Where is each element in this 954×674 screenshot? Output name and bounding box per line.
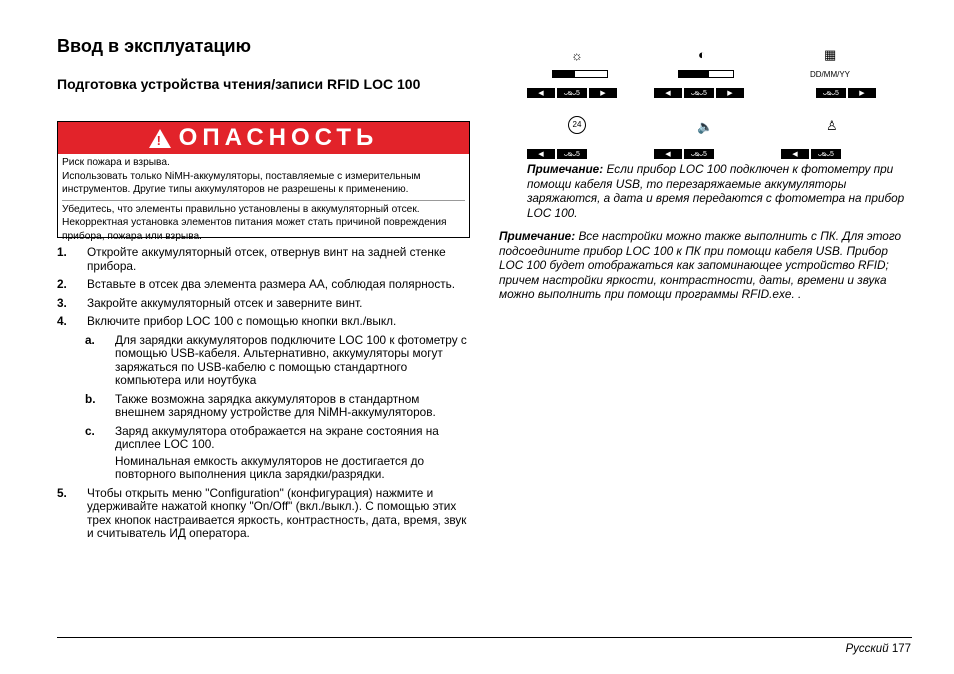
button-row (781, 149, 841, 159)
right-arrow-icon: ▶ (848, 88, 876, 98)
button-row (527, 88, 617, 98)
warning-icon: ! (149, 129, 171, 148)
enter-button-icon: ᴗᴓᴗ5 (684, 149, 714, 159)
procedure-steps (57, 246, 472, 546)
danger-line-1: Риск пожара и взрыва. (62, 157, 170, 168)
right-arrow-icon: ▶ (589, 88, 617, 98)
step-item: 3. Закройте аккумуляторный отсек и заверните винт. (57, 295, 363, 310)
contrast-bar (678, 70, 734, 78)
date-icon: ▦ (824, 47, 837, 62)
enter-button-icon: ᴗᴓᴗ5 (557, 149, 587, 159)
left-arrow-icon: ◀ (527, 88, 555, 98)
step-item: 5. Чтобы открыть меню "Configuration" (конфигурация) нажмите и удерживайте нажатой кнопку "On/Off" (вкл./выкл.). С помощью этих трех кнопок настраивается яркость, контрастность, дата, время, звук и считыватель ИД оператора. (57, 485, 467, 540)
button-row (816, 88, 876, 98)
danger-line-3: Убедитесь, что элементы правильно установлены в аккумуляторный отсек. Некорректная установка элементов питания может стать причиной повреждения прибора, пожара или взрыва. (62, 203, 447, 242)
step-item: 4. Включите прибор LOC 100 с помощью кнопки вкл./выкл. (57, 314, 397, 328)
speaker-icon: 🔈 (697, 119, 714, 134)
page-number: 177 (891, 643, 911, 655)
danger-divider (62, 200, 465, 201)
contrast-icon: ◐ (698, 47, 706, 62)
footer-divider (57, 637, 912, 638)
danger-body (58, 154, 469, 245)
enter-button-icon: ᴗᴓᴗ5 (811, 149, 841, 159)
right-arrow-icon: ▶ (716, 88, 744, 98)
button-row (527, 149, 587, 159)
left-arrow-icon: ◀ (527, 149, 555, 159)
note-pc: Примечание: Все настройки можно также выполнить с ПК. Для этого подсоедините прибор LOC 100 к ПК при помощи кабеля USB. Прибор LOC 100 будет отображаться как запоминающее устройство RFID; причем настройки яркости, контрастности, даты, времени и звука можно выполнить при помощи программы RFID.exe. . (499, 229, 902, 301)
danger-line-2: Использовать только NiMH-аккумуляторы, поставляемые с измерительным инструментов. Другие типы аккумуляторов не разрешены к применению. (62, 170, 421, 195)
danger-header (58, 122, 469, 154)
button-row (654, 88, 744, 98)
danger-box (57, 121, 470, 242)
substep-item: b. Также возможна зарядка аккумуляторов в стандартном внешнем зарядному устройстве для NiMH-аккумуляторов. (85, 391, 436, 419)
button-row (654, 149, 714, 159)
page-heading: Ввод в эксплуатацию (57, 36, 251, 56)
step-item: 2. Вставьте в отсек два элемента размера AA, соблюдая полярность. (57, 277, 456, 291)
date-format-label: DD/MM/YY (810, 70, 850, 79)
clock-24-icon: 24 (568, 116, 586, 134)
left-arrow-icon: ◀ (654, 88, 682, 98)
step-item: 1. Откройте аккумуляторный отсек, отвернув винт на задней стенке прибора. (57, 245, 446, 273)
section-heading: Подготовка устройства чтения/записи RFID LOC 100 (57, 76, 421, 92)
brightness-bar (552, 70, 608, 78)
page-footer: Русский 177 (845, 643, 911, 655)
enter-button-icon: ᴗᴓᴗ5 (816, 88, 846, 98)
substep-item: a. Для зарядки аккумуляторов подключите LOC 100 к фотометру с помощью USB-кабеля. Альтернативно, аккумуляторы могут заряжаться по USB-кабелю с помощью стандартного компьютера или ноутбука (85, 332, 467, 387)
enter-button-icon: ᴗᴓᴗ5 (684, 88, 714, 98)
substep-extra: Номинальная емкость аккумуляторов не достигается до повторного выполнения цикла зарядки/разрядки. (115, 453, 425, 481)
operator-icon: ♙ (826, 118, 838, 133)
brightness-icon: ☼ (571, 48, 583, 63)
enter-button-icon: ᴗᴓᴗ5 (557, 88, 587, 98)
note-usb: Примечание: Если прибор LOC 100 подключен к фотометру при помощи кабеля USB, то перезаряжаемые аккумуляторы заряжаются, а дата и время передаются с фотометра на прибор LOC 100. (527, 162, 905, 220)
substep-item: c. Заряд аккумулятора отображается на экране состояния на дисплее LOC 100. (85, 423, 439, 451)
danger-label: ОПАСНОСТЬ (178, 124, 379, 151)
left-arrow-icon: ◀ (654, 149, 682, 159)
left-arrow-icon: ◀ (781, 149, 809, 159)
